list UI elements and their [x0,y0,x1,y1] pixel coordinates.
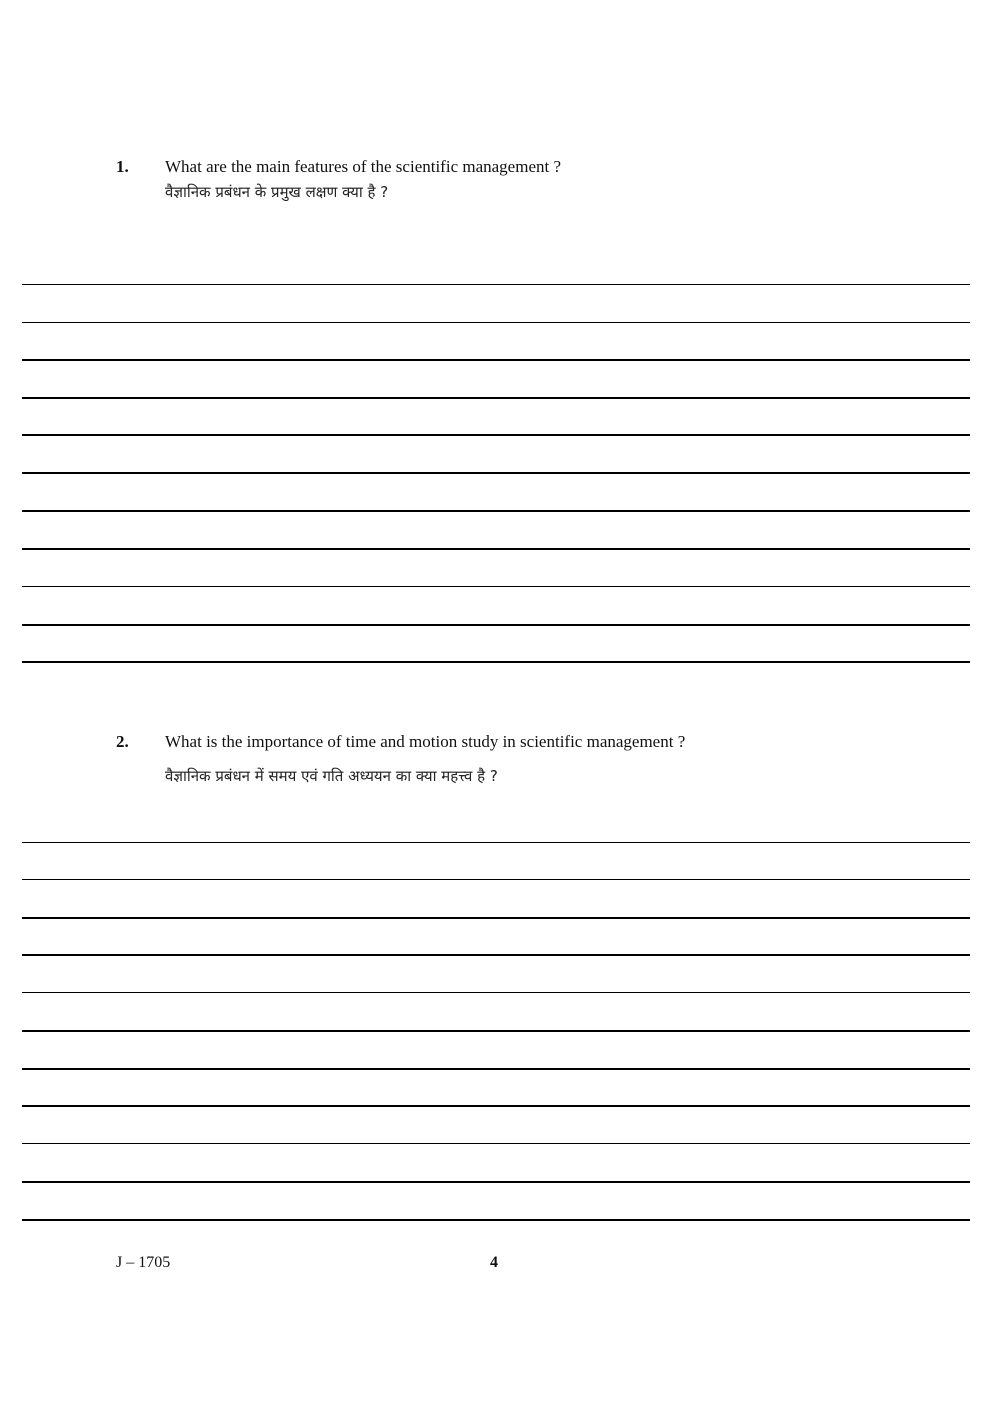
question-number: 2. [116,732,129,751]
page-number: 4 [490,1254,498,1271]
question-text-english: What are the main features of the scientific management ? [165,157,562,176]
answer-line [22,842,970,843]
answer-line [22,624,970,626]
answer-line [22,1143,970,1144]
answer-line [22,322,970,323]
paper-code: J – 1705 [116,1254,171,1271]
answer-line [22,661,970,663]
answer-line [22,397,970,399]
answer-line [22,434,970,436]
answer-line [22,879,970,880]
question-text-english: What is the importance of time and motion study in scientific management ? [165,732,686,751]
question-text-hindi: वैज्ञानिक प्रबंधन के प्रमुख लक्षण क्या है ? [165,183,389,201]
answer-line [22,1181,970,1183]
answer-line [22,548,970,550]
answer-line [22,1219,970,1221]
question-number: 1. [116,157,129,176]
answer-line [22,284,970,285]
question-text-hindi: वैज्ञानिक प्रबंधन में समय एवं गति अध्ययन का क्या महत्त्व है ? [165,767,498,785]
answer-line [22,359,970,361]
answer-line [22,1068,970,1070]
answer-line [22,472,970,474]
answer-line [22,917,970,919]
answer-line [22,586,970,587]
answer-line [22,954,970,956]
answer-line [22,1030,970,1032]
answer-line [22,510,970,512]
answer-line [22,1105,970,1107]
answer-line [22,992,970,993]
